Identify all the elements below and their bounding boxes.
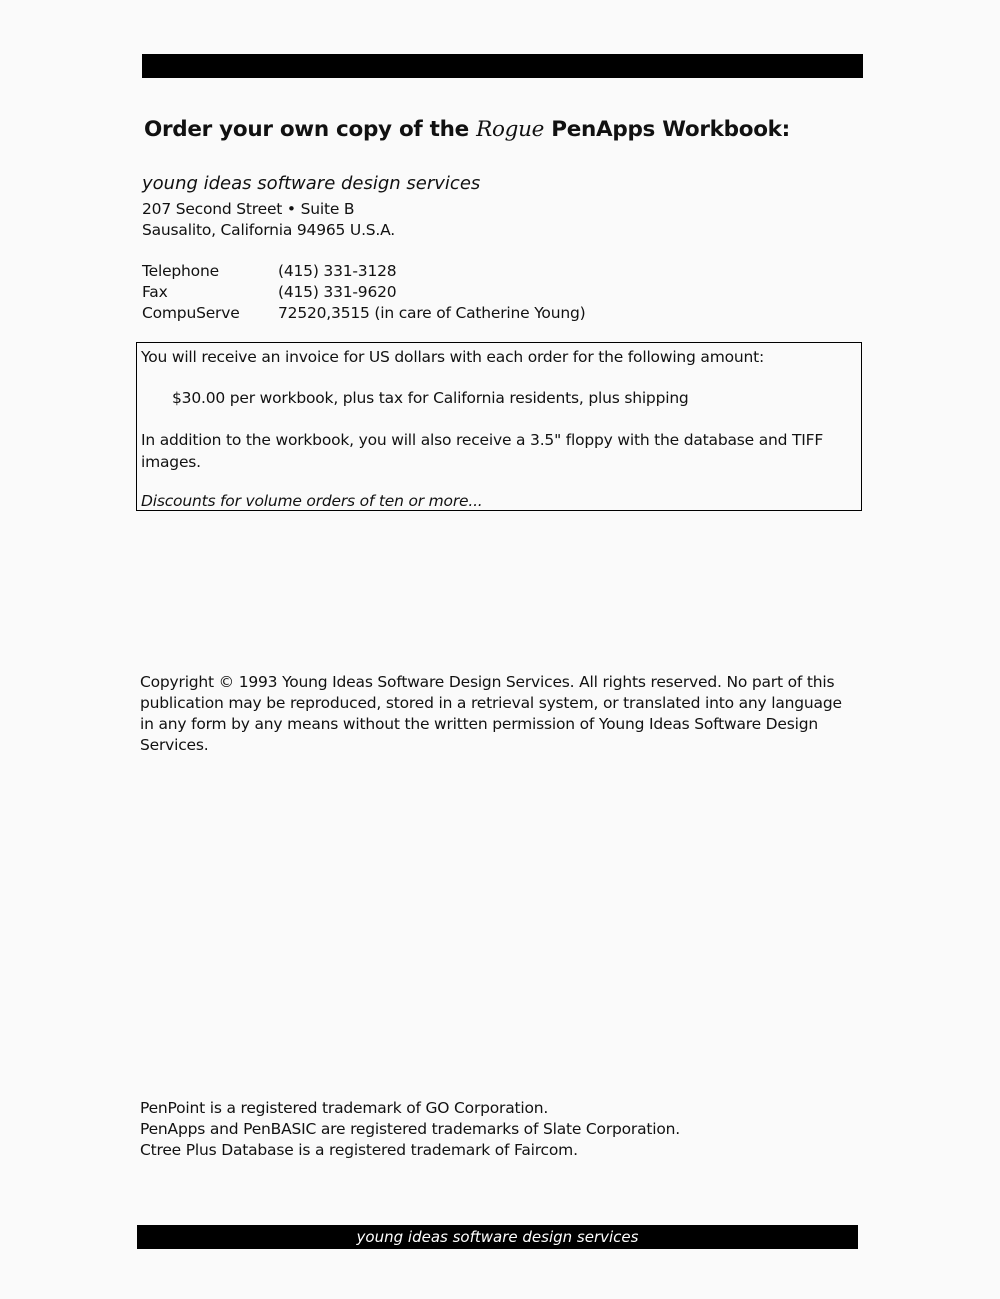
- page-heading: [144, 117, 864, 142]
- footer-bar: [137, 1225, 858, 1249]
- address-line-1: 207 Second Street • Suite B: [142, 200, 355, 218]
- footer-text: young ideas software design services: [356, 1228, 639, 1246]
- invoice-text: You will receive an invoice for US dollars with each order for the following amount:: [141, 348, 765, 366]
- copyright-notice: Copyright © 1993 Young Ideas Software Design Services. All rights reserved. No part of this publication may be reproduced, stored in a retrieval system, or translated into any language in any form by any means without the written permission of Young Ideas Software Design Services.: [140, 673, 842, 754]
- contact-label: Fax: [142, 283, 168, 301]
- price-text: $30.00 per workbook, plus tax for California residents, plus shipping: [172, 389, 689, 407]
- heading-prefix: Order your own copy of the: [144, 117, 477, 142]
- top-rule-bar: [142, 54, 863, 78]
- company-name: young ideas software design services: [142, 173, 481, 194]
- heading-rogue: Rogue: [476, 117, 545, 142]
- order-info-box: [136, 342, 862, 511]
- address-line-2: Sausalito, California 94965 U.S.A.: [142, 221, 396, 239]
- addition-text: In addition to the workbook, you will also receive a 3.5" floppy with the database and TIFF images.: [141, 431, 824, 471]
- discount-text: Discounts for volume orders of ten or more...: [141, 492, 483, 510]
- trademark-line: PenApps and PenBASIC are registered trademarks of Slate Corporation.: [140, 1120, 681, 1138]
- heading-suffix: PenApps Workbook:: [544, 117, 790, 142]
- contact-label: Telephone: [142, 262, 219, 280]
- trademark-line: Ctree Plus Database is a registered trademark of Faircom.: [140, 1141, 578, 1159]
- contact-label: CompuServe: [142, 304, 240, 322]
- contact-value: (415) 331-9620: [278, 283, 397, 301]
- contact-value: 72520,3515 (in care of Catherine Young): [278, 304, 586, 322]
- contact-value: (415) 331-3128: [278, 262, 397, 280]
- trademark-line: PenPoint is a registered trademark of GO Corporation.: [140, 1099, 549, 1117]
